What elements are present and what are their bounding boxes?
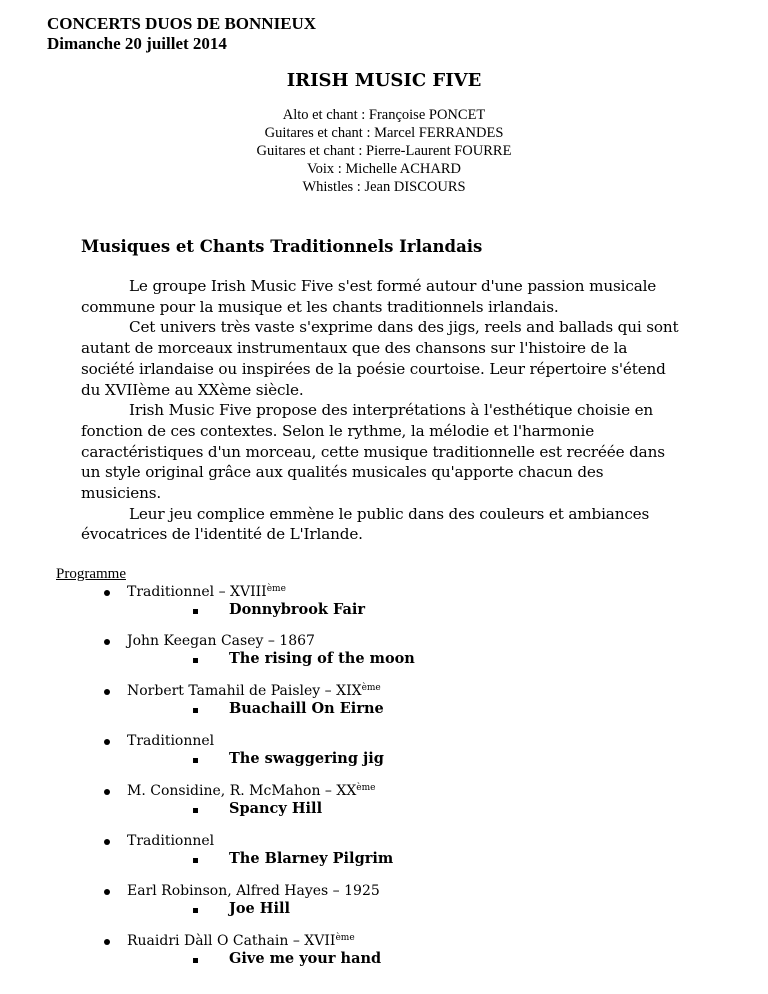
square-bullet-icon [193, 658, 198, 663]
members-list [0, 106, 768, 196]
bullet-icon [104, 789, 110, 795]
superscript: ème [356, 783, 376, 793]
composer [127, 931, 355, 951]
bullet-icon [104, 689, 110, 695]
piece-title: Give me your hand [229, 950, 382, 967]
programme-item [0, 731, 768, 771]
piece-title: Donnybrook Fair [229, 601, 366, 618]
superscript: ème [361, 683, 381, 693]
member-line: Whistles : Jean DISCOURS [302, 179, 466, 195]
concert-series-title: CONCERTS DUOS DE BONNIEUX [47, 14, 317, 33]
programme-item [0, 931, 768, 971]
programme-item [0, 631, 768, 671]
programme-item [0, 781, 768, 821]
paragraph: Irish Music Five propose des interprétations à l'esthétique choisie en fonction de ces contextes. Selon le rythme, la mélodie et l'harmonie caractéristiques d'un morceau, cette musique traditionnelle est recréée dans un style original grâce aux qualités musicales qu'apporte chacun des musiciens. [81, 401, 665, 503]
concert-date: Dimanche 20 juillet 2014 [47, 34, 227, 53]
description-text [81, 276, 681, 545]
programme-label: Programme [56, 566, 126, 582]
composer [127, 731, 214, 751]
composer-text: Traditionnel – XVIII [127, 584, 267, 600]
piece-title: Spancy Hill [229, 800, 323, 817]
composer [127, 831, 214, 851]
square-bullet-icon [193, 609, 198, 614]
composer [127, 582, 286, 602]
square-bullet-icon [193, 758, 198, 763]
composer-text: Traditionnel [127, 833, 215, 849]
composer [127, 631, 315, 651]
programme-item [0, 831, 768, 871]
bullet-icon [104, 889, 110, 895]
paragraph: Leur jeu complice emmène le public dans des couleurs et ambiances évocatrices de l'identité de L'Irlande. [81, 504, 650, 544]
composer [127, 881, 380, 901]
square-bullet-icon [193, 908, 198, 913]
piece-title: The swaggering jig [229, 750, 384, 767]
composer-text: Traditionnel [127, 733, 215, 749]
composer-text: Earl Robinson, Alfred Hayes – 1925 [127, 883, 380, 899]
square-bullet-icon [193, 708, 198, 713]
piece-title: Joe Hill [229, 900, 291, 917]
square-bullet-icon [193, 808, 198, 813]
bullet-icon [104, 939, 110, 945]
superscript: ème [335, 933, 355, 943]
square-bullet-icon [193, 958, 198, 963]
superscript: ème [266, 584, 286, 594]
member-line: Voix : Michelle ACHARD [307, 161, 461, 177]
bullet-icon [104, 639, 110, 645]
bullet-icon [104, 839, 110, 845]
member-line: Alto et chant : Françoise PONCET [282, 107, 486, 123]
member-line: Guitares et chant : Marcel FERRANDES [264, 125, 504, 141]
programme-item [0, 881, 768, 921]
paragraph: Cet univers très vaste s'exprime dans des jigs, reels and ballads qui sont autant de morceaux instrumentaux que des chansons sur l'histoire de la société irlandaise ou inspirées de la poésie courtoise. Leur répertoire s'étend du XVIIème au XXème siècle. [81, 318, 679, 399]
square-bullet-icon [193, 858, 198, 863]
programme-item [0, 681, 768, 721]
bullet-icon [104, 739, 110, 745]
piece-title: The rising of the moon [229, 650, 415, 667]
composer [127, 781, 375, 801]
section-title: Musiques et Chants Traditionnels Irlandais [81, 237, 483, 256]
composer-text: Norbert Tamahil de Paisley – XIX [127, 683, 362, 699]
composer-text: M. Considine, R. McMahon – XX [127, 783, 357, 799]
programme-item [0, 582, 768, 622]
composer [127, 681, 381, 701]
member-line: Guitares et chant : Pierre-Laurent FOURRE [256, 143, 512, 159]
bullet-icon [104, 590, 110, 596]
composer-text: Ruaidri Dàll O Cathain – XVII [127, 933, 336, 949]
composer-text: John Keegan Casey – 1867 [127, 633, 315, 649]
band-name: IRISH MUSIC FIVE [286, 70, 482, 91]
piece-title: The Blarney Pilgrim [229, 850, 394, 867]
paragraph: Le groupe Irish Music Five s'est formé autour d'une passion musicale commune pour la musique et les chants traditionnels irlandais. [81, 277, 657, 316]
piece-title: Buachaill On Eirne [229, 700, 384, 717]
